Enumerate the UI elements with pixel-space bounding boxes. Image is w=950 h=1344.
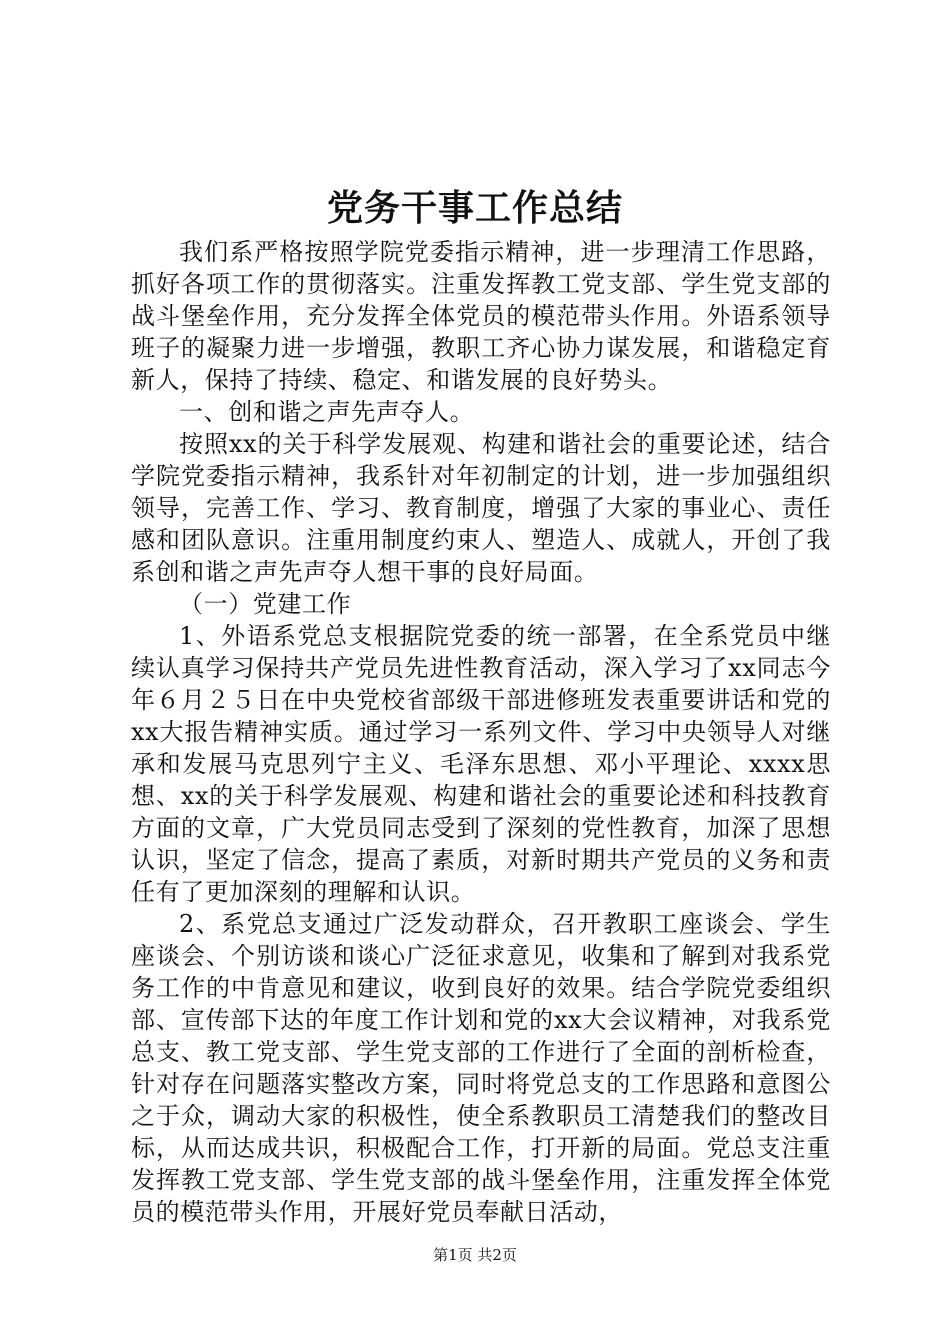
paragraph-item-2: 2、系党总支通过广泛发动群众，召开教职工座谈会、学生座谈会、个别访谈和谈心广泛征求意见，收集和了解到对我系党务工作的中肯意见和建议，收到良好的效果。结合学院党委组织部、宣传部下达的年度工作计划和党的xx大会议精神，对我系党总支、教工党支部、学生党支部的工作进行了全面的剖析检查，针对存在问题落实整改方案，同时将党总支的工作思路和意图公之于众，调动大家的积极性，使全系教职员工清楚我们的整改目标，从而达成共识，积极配合工作，打开新的局面。党总支注重发挥教工党支部、学生党支部的战斗堡垒作用，注重发挥全体党员的模范带头作用，开展好党员奉献日活动， [131, 910, 831, 1226]
paragraph-item-1: 1、外语系党总支根据院党委的统一部署，在全系党员中继续认真学习保持共产党员先进性教育活动，深入学习了xx同志今年６月２５日在中央党校省部级干部进修班发表重要讲话和党的xx大报告精神实质。通过学习一系列文件、学习中央领导人对继承和发展马克思列宁主义、毛泽东思想、邓小平理论、xxxx思想、xx的关于科学发展观、构建和谐社会的重要论述和科技教育方面的文章，广大党员同志受到了深刻的党性教育，加深了思想认识，坚定了信念，提高了素质，对新时期共产党员的义务和责任有了更加深刻的理解和认识。 [131, 622, 831, 906]
document-body [131, 236, 831, 1228]
section-heading-1: 一、创和谐之声先声夺人。 [179, 398, 475, 426]
document-title: 党务干事工作总结 [326, 187, 623, 229]
subsection-heading-party-building: （一）党建工作 [179, 590, 352, 618]
paragraph-section-1: 按照xx的关于科学发展观、构建和谐社会的重要论述，结合学院党委指示精神，我系针对年初制定的计划，进一步加强组织领导，完善工作、学习、教育制度，增强了大家的事业心、责任感和团队意识。注重用制度约束人、塑造人、成就人，开创了我系创和谐之声先声夺人想干事的良好局面。 [131, 430, 831, 586]
paragraph-intro: 我们系严格按照学院党委指示精神，进一步理清工作思路，抓好各项工作的贯彻落实。注重发挥教工党支部、学生党支部的战斗堡垒作用，充分发挥全体党员的模范带头作用。外语系领导班子的凝聚力进一步增强，教职工齐心协力谋发展，和谐稳定育新人，保持了持续、稳定、和谐发展的良好势头。 [131, 238, 831, 394]
page-number-footer: 第1页 共2页 [433, 1246, 517, 1264]
